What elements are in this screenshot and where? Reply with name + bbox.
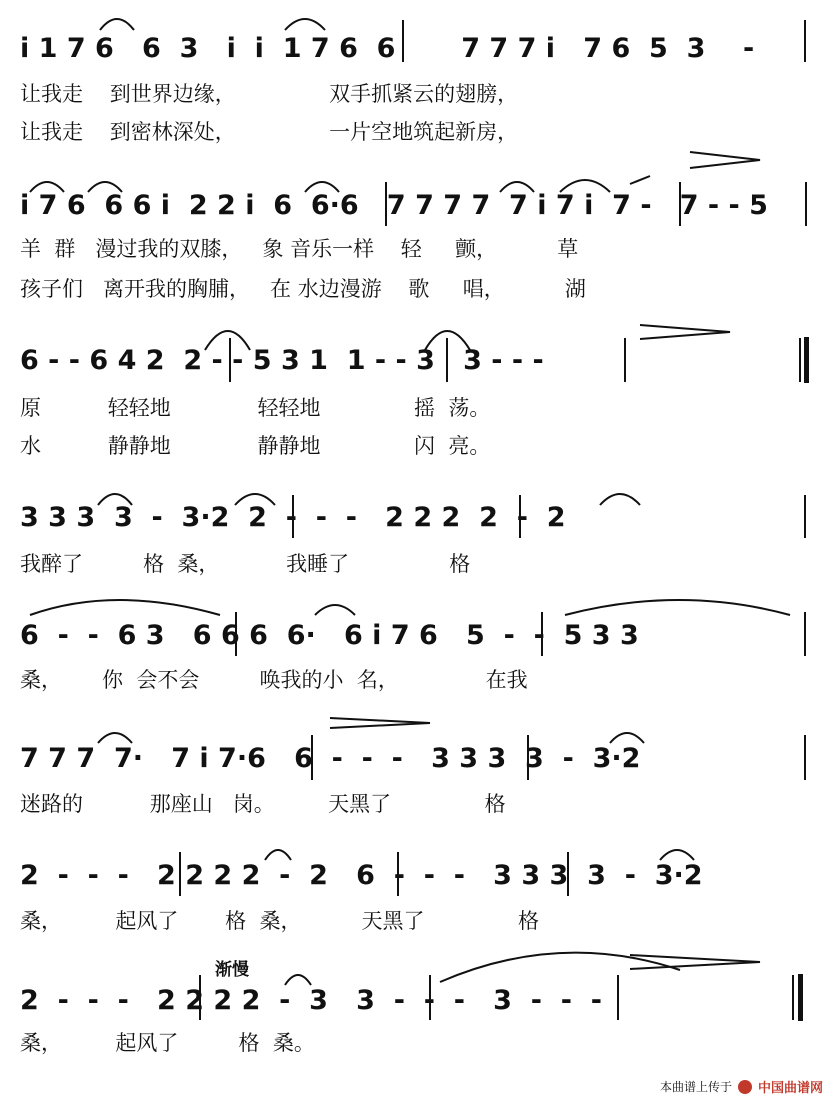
lyric-line-2-verse-2: 孩子们 离开我的胸脯， 在 水边漫游 歌 唱， 湖 <box>20 277 586 301</box>
tempo-mark: 渐慢 <box>215 960 249 980</box>
notation-line-8: 2 - - - 2 2 2 2 - 3 3 - - - 3 - - - <box>20 985 602 1016</box>
lyric-line-1-verse-2: 让我走 到密林深处， 一片空地筑起新房， <box>20 120 519 144</box>
lyric-line-6-verse-1: 迷路的 那座山 岗。 天黑了 格 <box>20 792 506 816</box>
notation-line-1: i 1 7 6 6 3 i i 1 7 6 6 7 7 7 i 7 6 5 3 - <box>20 33 755 64</box>
notation-line-3: 6 - - 6 4 2 2 - - 5 3 1 1 - - 3 3 - - - <box>20 345 544 376</box>
lyric-line-2-verse-1: 羊 群 漫过我的双膝， 象 音乐一样 轻 颤， 草 <box>20 237 579 261</box>
lyric-line-8-verse-1: 桑， 起风了 格 桑。 <box>20 1031 315 1055</box>
notation-line-2: i 7 6 6 6 i 2 2 i 6 6·6 7 7 7 7 7 i 7 i 7 - 7 - - 5 <box>20 190 768 221</box>
lyric-line-3-verse-1: 原 轻轻地 轻轻地 摇 荡。 <box>20 396 491 420</box>
footer-brand: 中国曲谱网 <box>757 1081 823 1096</box>
footer-credit <box>660 1077 823 1096</box>
site-logo-icon <box>738 1080 752 1094</box>
lyric-line-1-verse-1: 让我走 到世界边缘， 双手抓紧云的翅膀， <box>20 82 519 106</box>
notation-line-7: 2 - - - 2 2 2 2 - 2 6 - - - 3 3 3 3 - 3·2 <box>20 860 703 891</box>
footer-prefix: 本曲谱上传于 <box>659 1080 732 1094</box>
lyric-line-4-verse-1: 我醉了 格 桑， 我睡了 格 <box>20 552 471 576</box>
lyric-line-7-verse-1: 桑， 起风了 格 桑， 天黑了 格 <box>20 909 540 933</box>
lyric-line-5-verse-1: 桑， 你 会不会 唤我的小 名， 在我 <box>20 668 528 692</box>
notation-line-4: 3 3 3 3 - 3·2 2 - - - 2 2 2 2 - 2 <box>20 502 566 533</box>
notation-line-5: 6 - - 6 3 6 6 6 6· 6 i 7 6 5 - - 5 3 3 <box>20 620 639 651</box>
lyric-line-3-verse-2: 水 静静地 静静地 闪 亮。 <box>20 434 491 458</box>
notation-line-6: 7 7 7 7· 7 i 7·6 6 - - - 3 3 3 3 - 3·2 <box>20 743 641 774</box>
